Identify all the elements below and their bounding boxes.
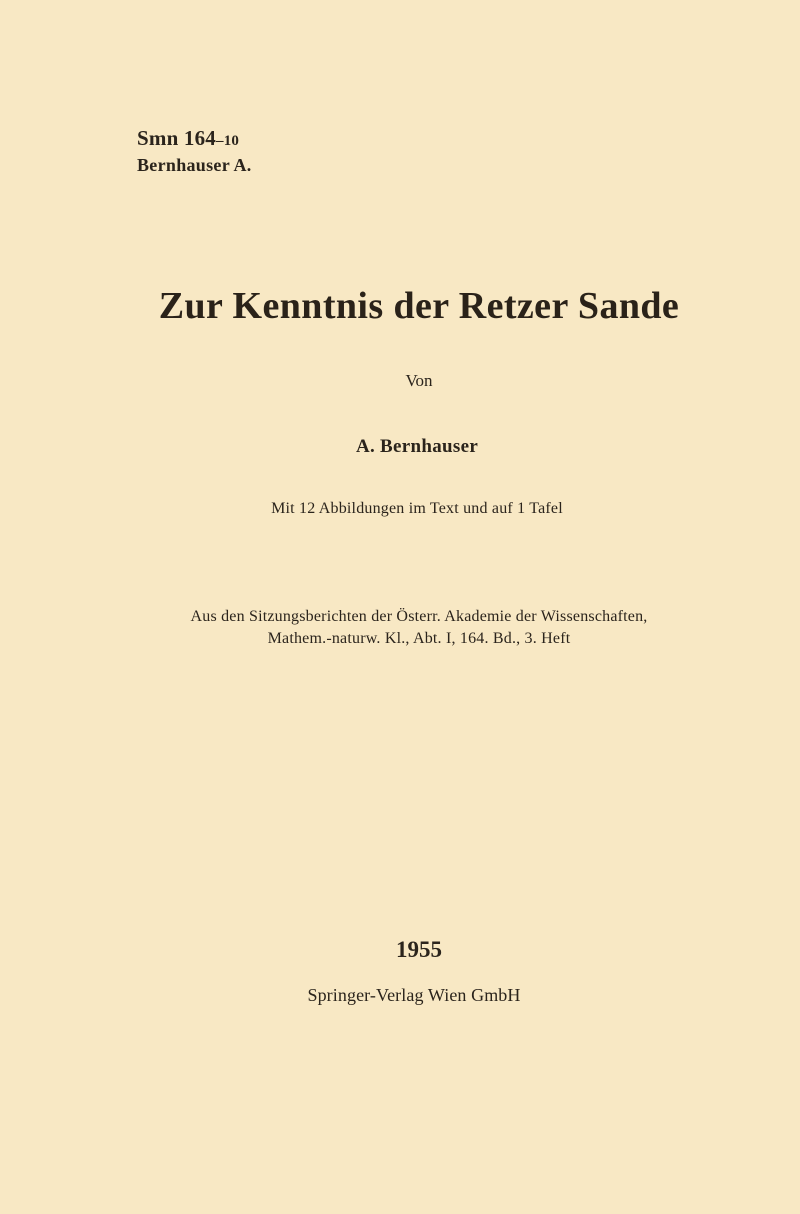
series-suffix: –10 [216,133,240,149]
by-label: Von [405,371,433,390]
series-prefix: Smn 164 [137,126,217,150]
document-title: Zur Kenntnis der Retzer Sande [158,285,680,327]
publication-year: 1955 [396,937,442,962]
author-short: Bernhauser A. [137,155,252,175]
source-line-1: Aus den Sitzungsberichten der Österr. Akademie der Wissenschaften, [190,608,648,625]
publisher: Springer-Verlag Wien GmbH [307,985,521,1005]
illustrations-note: Mit 12 Abbildungen im Text und auf 1 Tafel [271,500,563,517]
source-line-2: Mathem.-naturw. Kl., Abt. I, 164. Bd., 3. Heft [267,630,571,647]
author-name: A. Bernhauser [355,436,479,457]
series-number [137,126,239,151]
